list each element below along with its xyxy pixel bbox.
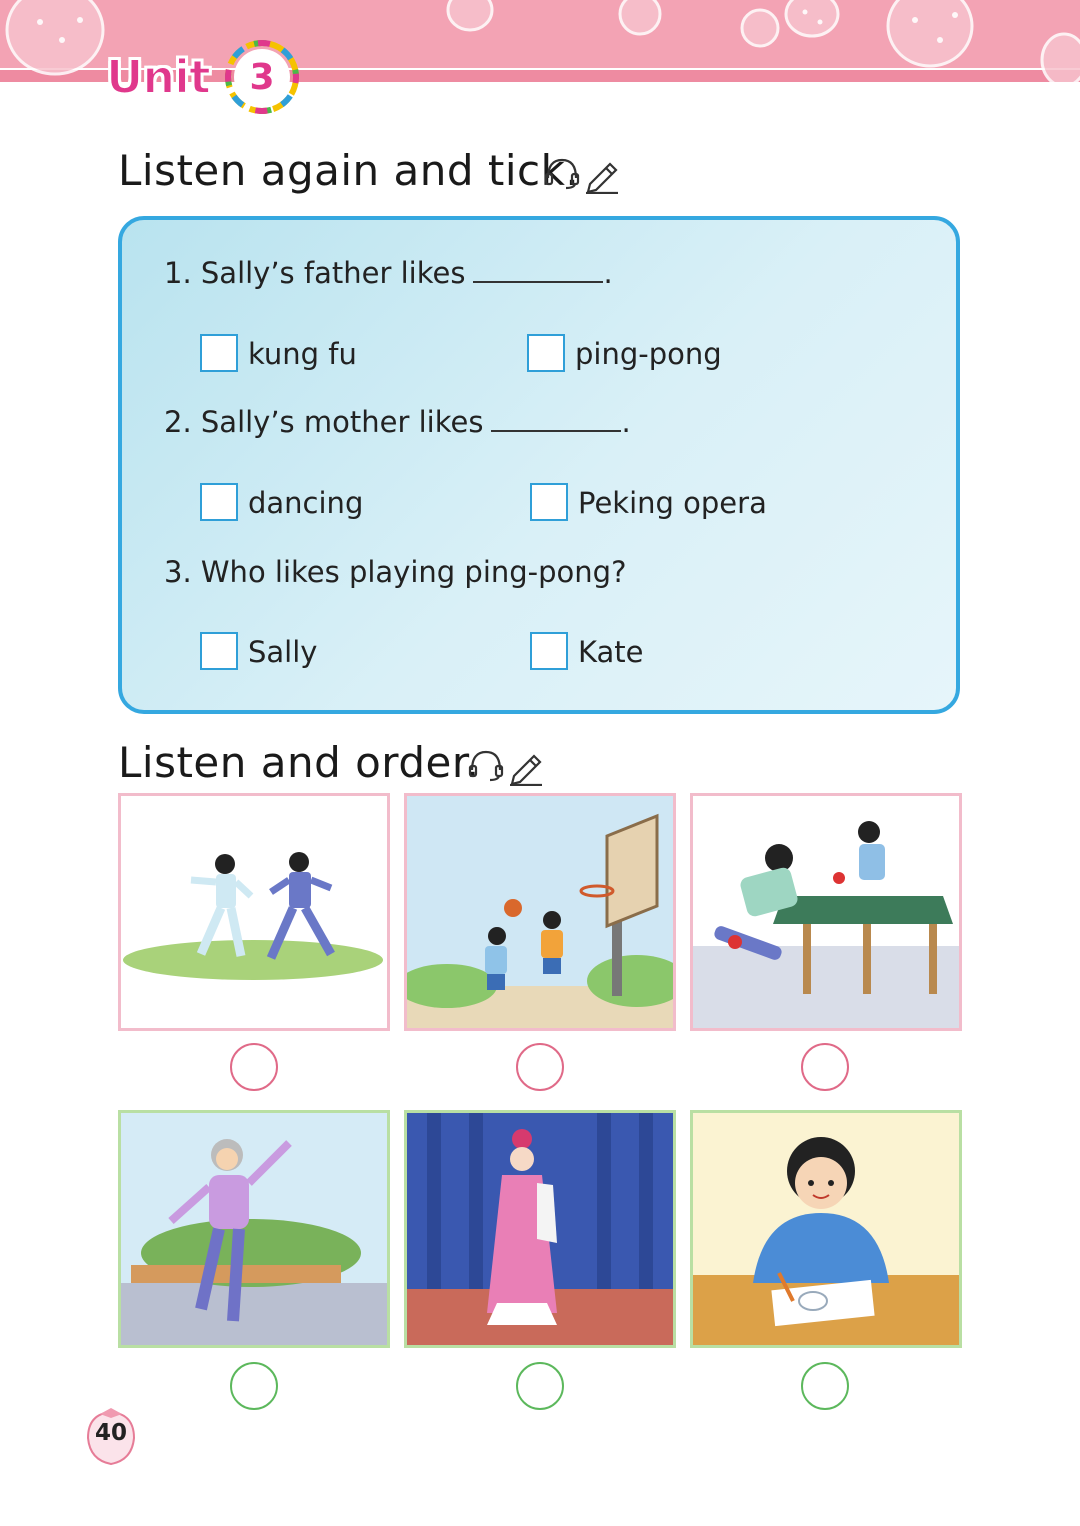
option-label-ping-pong: ping-pong bbox=[575, 337, 722, 371]
picture-dancing bbox=[118, 1110, 390, 1348]
headphones-icon bbox=[546, 160, 578, 188]
order-circle-4[interactable] bbox=[230, 1362, 278, 1410]
page-number-badge bbox=[84, 1404, 138, 1466]
kung-fu-illustration bbox=[121, 796, 387, 1028]
question-1 bbox=[164, 256, 613, 290]
peking-opera-illustration bbox=[407, 1113, 673, 1345]
picture-kung-fu bbox=[118, 793, 390, 1031]
question-3-text: 3. Who likes playing ping-pong? bbox=[164, 555, 627, 589]
headphones-icon bbox=[470, 752, 502, 780]
unit-badge bbox=[100, 40, 310, 118]
basketball-illustration bbox=[407, 796, 673, 1028]
checkbox-dancing[interactable] bbox=[200, 483, 238, 521]
activity-icons-2 bbox=[468, 746, 544, 786]
section-title-listen-order: Listen and order. bbox=[118, 738, 480, 787]
checkbox-ping-pong[interactable] bbox=[527, 334, 565, 372]
order-circle-2[interactable] bbox=[516, 1043, 564, 1091]
answer-blank-2[interactable] bbox=[491, 408, 621, 432]
checkbox-kung-fu[interactable] bbox=[200, 334, 238, 372]
section-title-listen-tick: Listen again and tick. bbox=[118, 146, 580, 195]
option-label-kung-fu: kung fu bbox=[248, 337, 357, 371]
picture-peking-opera bbox=[404, 1110, 676, 1348]
checkbox-peking-opera[interactable] bbox=[530, 483, 568, 521]
option-label-kate: Kate bbox=[578, 635, 644, 669]
order-circle-6[interactable] bbox=[801, 1362, 849, 1410]
order-circle-5[interactable] bbox=[516, 1362, 564, 1410]
option-label-peking-opera: Peking opera bbox=[578, 486, 767, 520]
question-3 bbox=[164, 555, 626, 589]
picture-ping-pong bbox=[690, 793, 962, 1031]
option-label-dancing: dancing bbox=[248, 486, 364, 520]
order-circle-3[interactable] bbox=[801, 1043, 849, 1091]
dancing-grandma-illustration bbox=[121, 1113, 387, 1345]
pencil-icon bbox=[510, 756, 542, 785]
question-1-text: 1. Sally’s father likes bbox=[164, 256, 466, 290]
question-2-trail: . bbox=[621, 405, 631, 439]
question-2-text: 2. Sally’s mother likes bbox=[164, 405, 484, 439]
picture-basketball bbox=[404, 793, 676, 1031]
answer-blank-1[interactable] bbox=[473, 259, 603, 283]
option-label-sally: Sally bbox=[248, 635, 318, 669]
pencil-icon bbox=[586, 164, 618, 193]
question-2 bbox=[164, 405, 631, 439]
unit-number: 3 bbox=[249, 56, 275, 98]
checkbox-sally[interactable] bbox=[200, 632, 238, 670]
boy-drawing-illustration bbox=[693, 1113, 959, 1345]
ping-pong-illustration bbox=[693, 796, 959, 1028]
unit-word: Unit bbox=[106, 50, 210, 104]
question-1-trail: . bbox=[603, 256, 613, 290]
page-number: 40 bbox=[94, 1420, 127, 1446]
unit-number-circle bbox=[225, 40, 299, 114]
checkbox-kate[interactable] bbox=[530, 632, 568, 670]
picture-drawing bbox=[690, 1110, 962, 1348]
order-circle-1[interactable] bbox=[230, 1043, 278, 1091]
activity-icons bbox=[544, 154, 620, 194]
